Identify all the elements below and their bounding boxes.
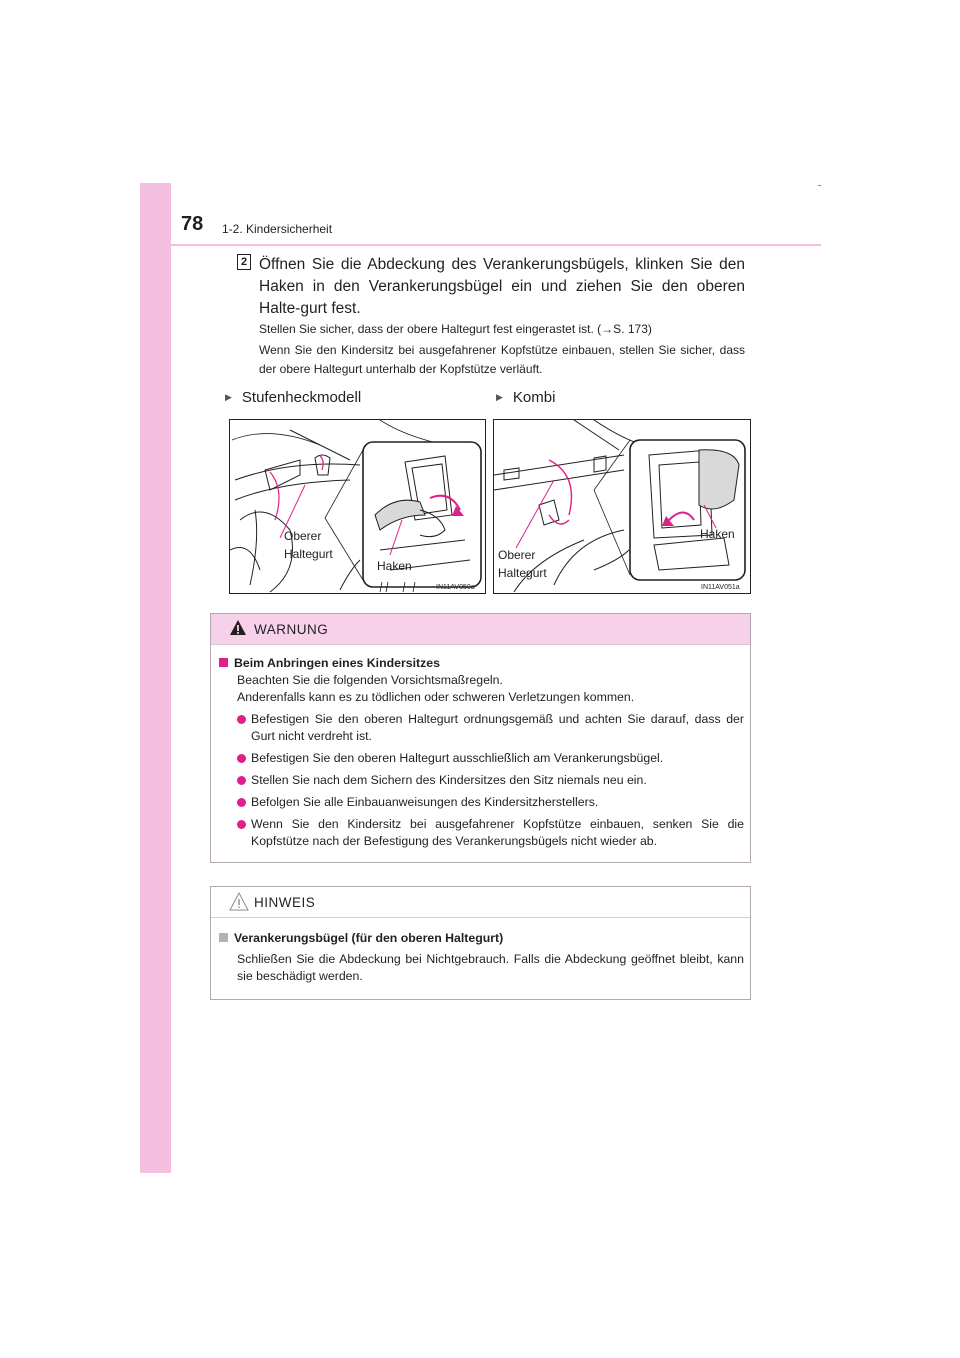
header-rule bbox=[171, 244, 821, 246]
figure-code: IN11AV051a bbox=[701, 584, 740, 591]
bullet-dot-icon bbox=[237, 776, 246, 785]
bullet-dot-icon bbox=[237, 754, 246, 763]
square-bullet-icon bbox=[219, 933, 228, 942]
step-note-2: Wenn Sie den Kindersitz bei ausgefahrener Kopfstütze einbauen, stellen Sie sicher, dass der obere Haltegurt unterhalb der Kopfstütze verläuft. bbox=[259, 343, 745, 376]
label-strap-line2: Haltegurt bbox=[284, 547, 333, 561]
square-bullet-icon bbox=[219, 658, 228, 667]
bullet-dot-icon bbox=[237, 715, 246, 724]
warning-body bbox=[211, 645, 750, 862]
label-strap-line1: Oberer bbox=[284, 529, 322, 543]
notice-box bbox=[210, 886, 751, 1000]
warning-bullet: Stellen Sie nach dem Sichern des Kindersitzes den Sitz niemals neu ein. bbox=[237, 772, 744, 789]
warning-triangle-icon bbox=[229, 619, 247, 637]
triangle-icon: ▶ bbox=[225, 392, 232, 402]
section-title: 1-2. Kindersicherheit bbox=[222, 222, 333, 236]
warning-bullet: Befestigen Sie den oberen Haltegurt ausschließlich am Verankerungsbügel. bbox=[237, 750, 744, 767]
step-note-1: Stellen Sie sicher, dass der obere Haltegurt fest eingerastet ist. (→S. 173) bbox=[259, 322, 652, 336]
variant-wagon-label: Kombi bbox=[512, 389, 556, 406]
warning-box bbox=[210, 613, 751, 863]
warning-bullet: Befestigen Sie den oberen Haltegurt ordnungsgemäß und achten Sie darauf, dass der Gurt nicht verdreht ist. bbox=[237, 711, 744, 745]
label-strap-line1: Oberer bbox=[498, 548, 536, 562]
notice-header bbox=[211, 887, 750, 918]
variant-wagon bbox=[496, 389, 555, 406]
figure-code: IN11AV050a bbox=[436, 584, 475, 591]
sedan-illustration bbox=[230, 420, 485, 593]
bullet-dot-icon bbox=[237, 798, 246, 807]
figure-sedan bbox=[229, 419, 486, 594]
variant-sedan bbox=[225, 389, 361, 406]
warning-subtitle: Beim Anbringen eines Kindersitzes bbox=[219, 655, 744, 672]
step-instruction: Öffnen Sie die Abdeckung des Verankerungsbügels, klinken Sie den Haken in den Verankerungsbügel ein und ziehen Sie den oberen Halte-gurt fest. bbox=[259, 256, 745, 317]
warning-header bbox=[211, 614, 750, 645]
side-tab-strip bbox=[140, 183, 171, 1173]
crop-mark bbox=[818, 185, 821, 186]
notice-body bbox=[211, 918, 750, 999]
variant-sedan-label: Stufenheckmodell bbox=[241, 389, 362, 406]
step-number: 2 bbox=[237, 254, 251, 270]
warning-bullet: Wenn Sie den Kindersitz bei ausgefahrener Kopfstütze einbauen, senken Sie die Kopfstütze nach der Befestigung des Verankerungsbügels nicht wieder ab. bbox=[237, 816, 744, 850]
notice-title: HINWEIS bbox=[254, 895, 316, 910]
figure-wagon bbox=[493, 419, 751, 594]
notice-subtitle: Verankerungsbügel (für den oberen Haltegurt) bbox=[219, 930, 744, 947]
label-hook: Haken bbox=[700, 527, 735, 541]
bullet-dot-icon bbox=[237, 820, 246, 829]
warning-intro-2: Anderenfalls kann es zu tödlichen oder schweren Verletzungen kommen. bbox=[237, 690, 635, 704]
triangle-icon: ▶ bbox=[496, 392, 503, 402]
warning-intro-1: Beachten Sie die folgenden Vorsichtsmaßregeln. bbox=[237, 673, 503, 687]
label-strap-line2: Haltegurt bbox=[498, 566, 547, 580]
warning-title: WARNUNG bbox=[254, 622, 329, 637]
notice-text: Schließen Sie die Abdeckung bei Nichtgebrauch. Falls die Abdeckung geöffnet bleibt, kann sie beschädigt werden. bbox=[237, 952, 744, 983]
label-hook: Haken bbox=[377, 559, 412, 573]
notice-triangle-icon bbox=[229, 892, 249, 912]
page-number: 78 bbox=[181, 213, 204, 235]
warning-bullet: Befolgen Sie alle Einbauanweisungen des Kindersitzherstellers. bbox=[237, 794, 744, 811]
